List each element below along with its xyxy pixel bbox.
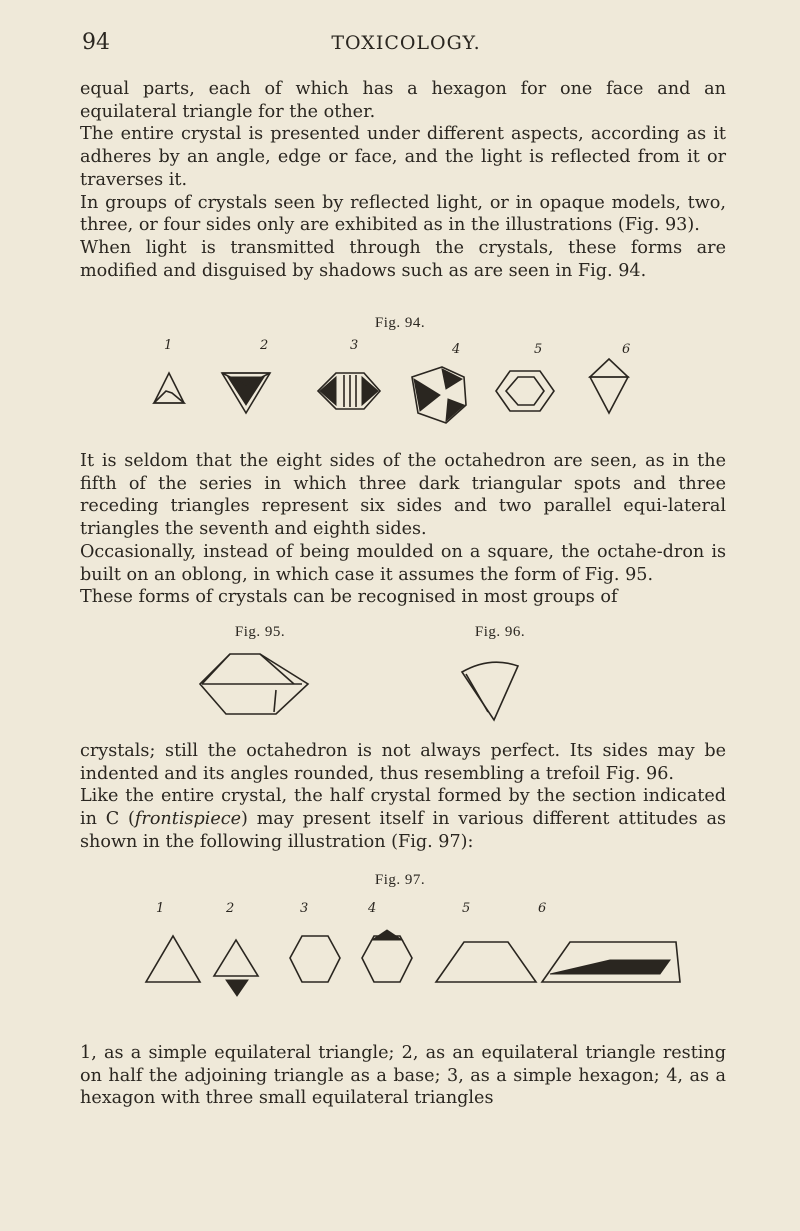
fig94-shape-5 (496, 371, 554, 411)
fig97-shape-2 (214, 940, 258, 996)
fig94-label-6: 6 (622, 342, 631, 357)
paragraph-8: crystals; still the octahedron is not always perfect. Its sides may be indented and its angles rounded, thus resembling a trefoil Fig. 96. (80, 741, 726, 784)
fig95-shape (200, 654, 308, 714)
fig94-label-3: 3 (350, 338, 359, 353)
paragraph-9-part-b: ) may present itself in various different attitudes as shown in the following illustration (Fig. 97): (80, 809, 726, 852)
fig97-label-3: 3 (300, 901, 309, 916)
paragraph-7: These forms of crystals can be recognised in most groups of (80, 587, 618, 608)
fig94-label-4: 4 (452, 342, 461, 357)
paragraph-9-part-a: Like the entire crystal, the half crystal formed by the section indicated in C ( (80, 786, 726, 830)
fig94-caption: Fig. 94. (374, 315, 426, 331)
paragraph-3: In groups of crystals seen by reflected light, or in opaque models, two, three, or four sides only are exhibited as in the illustrations (Fig. 93). (80, 192, 726, 236)
running-title: TOXICOLOGY. (331, 32, 481, 54)
fig97-shape-1 (146, 936, 200, 982)
fig97-caption: Fig. 97. (374, 872, 426, 888)
fig96-caption: Fig. 96. (474, 624, 526, 640)
paragraph-9 (80, 785, 726, 853)
fig97-shape-6 (542, 942, 680, 982)
text-block-bottom (80, 1042, 726, 1110)
text-block-top (80, 78, 726, 282)
fig97-label-1: 1 (156, 901, 165, 916)
fig95-96-drawing (190, 650, 550, 730)
text-block-middle (80, 450, 726, 609)
page-number: 94 (82, 30, 110, 55)
paragraph-6: Occasionally, instead of being moulded on a square, the octahe-dron is built on an oblong, in which case it assumes the form of Fig. 95. (80, 541, 726, 585)
fig94-shape-2 (222, 373, 270, 413)
fig94-shape-1 (154, 373, 184, 403)
fig94-label-1: 1 (164, 338, 173, 353)
paragraph-4: When light is transmitted through the crystals, these forms are modified and disguised by shadows such as are seen in Fig. 94. (80, 237, 726, 281)
fig95-caption: Fig. 95. (234, 624, 286, 640)
fig94-shape-6 (590, 359, 628, 413)
paragraph-1: equal parts, each of which has a hexagon for one face and an equilateral triangle for the other. (80, 79, 726, 122)
fig94-label-5: 5 (534, 342, 543, 357)
paragraph-2: The entire crystal is presented under different aspects, according as it adheres by an angle, edge or face, and the light is reflected from it or traverses it. (80, 124, 726, 190)
fig97-label-5: 5 (462, 901, 471, 916)
fig97-shape-3 (290, 936, 340, 982)
fig97-label-4: 4 (368, 901, 377, 916)
paragraph-10: 1, as a simple equilateral triangle; 2, as an equilateral triangle resting on half the adjoining triangle as a base; 3, as a simple hexagon; 4, as a hexagon with three small equilateral triangles (80, 1043, 726, 1109)
fig94-label-2: 2 (260, 338, 269, 353)
fig96-shape (462, 662, 518, 720)
running-header (82, 30, 730, 60)
fig97-label-6: 6 (538, 901, 547, 916)
fig97-shape-4 (362, 930, 412, 982)
paragraph-5: It is seldom that the eight sides of the octahedron are seen, as in the fifth of the series in which three dark triangular spots and three receding triangles represent six sides and two parallel equi-lateral triangles the seventh and eighth sides. (80, 451, 726, 540)
fig97-shape-5 (436, 942, 536, 982)
fig94-drawing (150, 333, 690, 433)
text-block-lower (80, 740, 726, 854)
fig97-label-2: 2 (226, 901, 235, 916)
fig94-shape-3 (318, 373, 380, 409)
fig97-drawing (140, 896, 700, 1016)
fig94-shape-4 (412, 367, 466, 423)
paragraph-9-italic: frontispiece (134, 809, 242, 830)
